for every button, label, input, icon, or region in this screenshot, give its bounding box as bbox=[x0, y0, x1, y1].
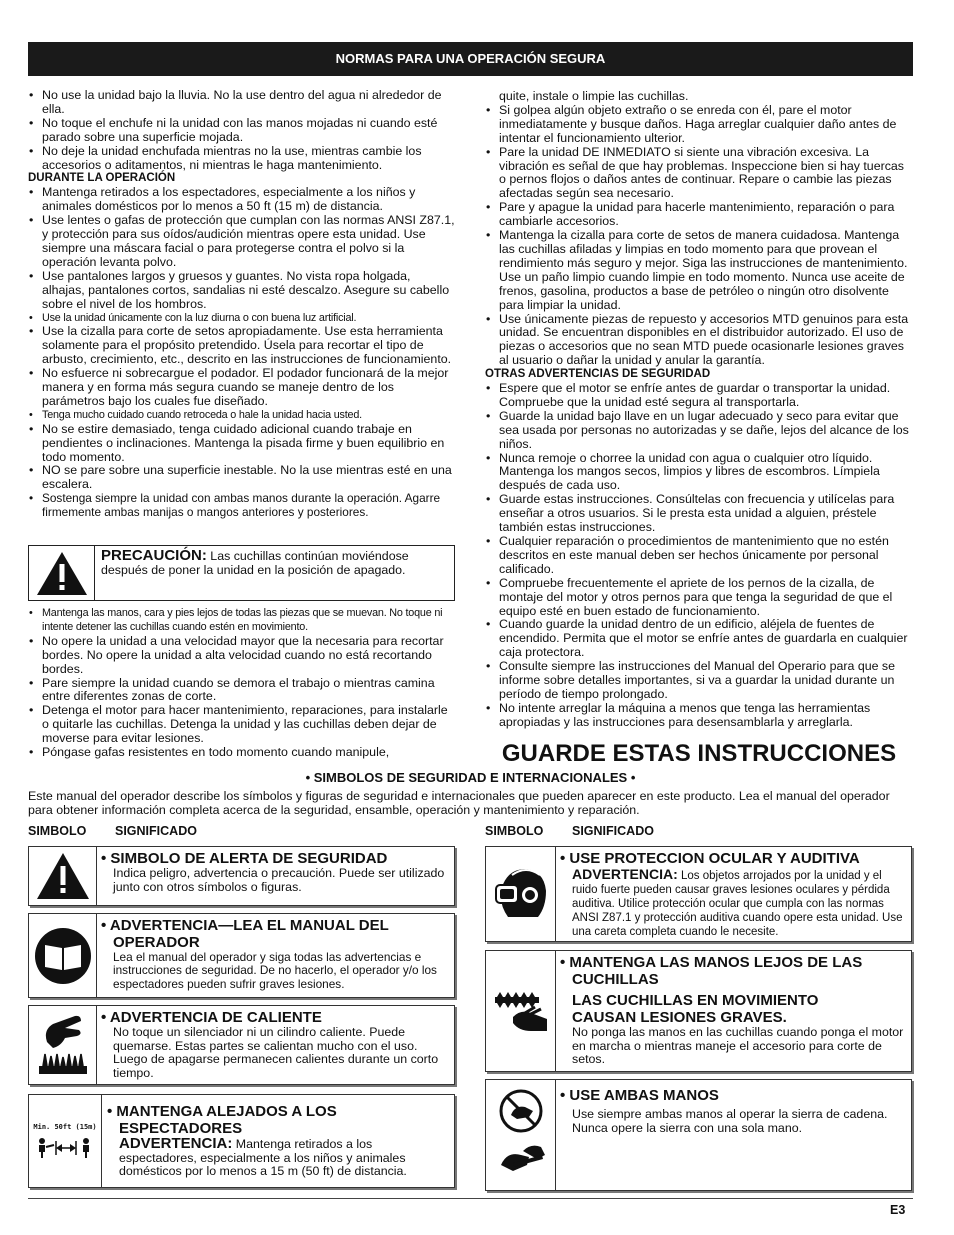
list-item: • Póngase gafas resistentes en todo momento cuando manipule, bbox=[28, 746, 456, 760]
col-simbolo-right: SIMBOLO bbox=[485, 824, 544, 838]
list-item: • Tenga mucho cuidado cuando retroceda o hale la unidad hacia usted. bbox=[28, 409, 456, 423]
ocular-adv: ADVERTENCIA: bbox=[572, 866, 678, 882]
list-item: • Use lentes o gafas de protección que cumplan con las normas ANSI Z87.1, y protección para sus oídos/audición mientras opere esta unidad. Use siempre una máscara facial o para protegerse contra el polvo si la operación levanta polvo. bbox=[28, 214, 456, 270]
manos-title: • MANTENGA LAS MANOS LEJOS DE LAS bbox=[560, 954, 863, 971]
list-item: • No toque el enchufe ni la unidad con las manos mojadas ni cuando esté parado sobre una superficie mojada. bbox=[28, 117, 456, 145]
page-number: E3 bbox=[890, 1203, 906, 1217]
section-header: NORMAS PARA UNA OPERACIÓN SEGURA bbox=[28, 42, 913, 76]
list-item: • Consulte siempre las instrucciones del Manual del Operario para que se informe sobre detalles importantes, si va a guardar la unidad durante un período de tiempo prolongado. bbox=[485, 660, 913, 702]
symbol-manual bbox=[28, 913, 455, 998]
list-item: • Use la cizalla para corte de setos apropiadamente. Use esta herramienta solamente para el propósito pretendido. Úsela para recortar el tipo de arbusto, crecimiento, etc., descrito en las instrucciones de funcionamiento. bbox=[28, 325, 456, 367]
manos-text: No ponga las manos en las cuchillas cuando ponga el motor en marcha o mientras maneje el accesorio para corte de setos. bbox=[572, 1025, 904, 1067]
caliente-text: No toque un silenciador ni un cilindro caliente. Puede quemarse. Estas partes se calientan mucho con el uso. Luego de apagarse permanecen calientes durante un corto tiempo. bbox=[113, 1025, 439, 1080]
list-item: • No intente arreglar la máquina a menos que tenga las herramientas apropiadas y las instrucciones para desensamblarla y arreglarla. bbox=[485, 702, 913, 730]
list-item: • Guarde la unidad bajo llave en un lugar adecuado y seco para evitar que sea usada por personas no autorizadas y se dañe, lejos del alcance de los niños. bbox=[485, 410, 913, 452]
symbol-ambas bbox=[485, 1079, 912, 1191]
read-manual-icon bbox=[29, 914, 97, 997]
alerta-text: Indica peligro, advertencia o precaución. Puede ser utilizado junto con otros símbolos o figuras. bbox=[113, 866, 445, 894]
list-item: • No esfuerce ni sobrecargue el podador. El podador funcionará de la mejor manera y en forma más segura cuando se maneje dentro de los parámetros bajo los cuales fue diseñado. bbox=[28, 367, 456, 409]
list-item: • No deje la unidad enchufada mientras no la use, mientras cambie los accesorios o aditamentos, ni mientras le haga mantenimiento. bbox=[28, 145, 456, 173]
symbols-title: • SIMBOLOS DE SEGURIDAD E INTERNACIONALES • bbox=[305, 770, 636, 785]
otras-title: OTRAS ADVERTENCIAS DE SEGURIDAD bbox=[485, 368, 711, 381]
manos-title-4: CAUSAN LESIONES GRAVES. bbox=[572, 1009, 787, 1026]
list-item: • Use únicamente piezas de repuesto y accesorios MTD genuinos para esta unidad. Se encuentran disponibles en el distribuidor autorizado. El uso de piezas o accesorios que no sean MTD puede ocasionarle lesiones graves al usuario o dañar la unidad y anular la garantía. bbox=[485, 313, 913, 369]
ocular-text: Los objetos arrojados por la unidad y el ruido fuerte pueden causar graves lesiones oculares y pérdida auditiva. Utilice protección ocular que cumpla con las normas ANSI Z87.1 y protección auditiva cuando opere esta unidad. Use una careta completa cuando le necesite. bbox=[572, 870, 903, 938]
col-significado-right: SIGNIFICADO bbox=[572, 824, 654, 838]
footer-rule bbox=[28, 1198, 913, 1199]
manos-title-3: LAS CUCHILLAS EN MOVIMIENTO bbox=[572, 992, 819, 1009]
list-item: • Detenga el motor para hacer mantenimiento, reparaciones, para instalarle o quitarle las cuchillas. Detenga la unidad y las cuchillas deben dejar de moverse para evitar lesiones. bbox=[28, 704, 456, 746]
manual-text: Lea el manual del operador y siga todas las advertencias e instrucciones de seguridad. De no hacerlo, el operador y/o los espectadores pueden sufrir graves lesiones. bbox=[113, 950, 437, 991]
list-item: • Pare siempre la unidad cuando se demora el trabajo o mientras camina entre diferentes zonas de corte. bbox=[28, 677, 456, 705]
list-item: • Compruebe frecuentemente el apriete de los pernos de la cizalla, de montaje del motor y otros pernos para que tenga la seguridad de que el equipo esté en buen estado de funcionamiento. bbox=[485, 577, 913, 619]
list-item: • Nunca remoje o chorree la unidad con agua o cualquier otro líquido. Mantenga los mangos secos, limpios y libres de escombros. Límpiela después de cada uso. bbox=[485, 452, 913, 494]
symbol-alerta bbox=[28, 846, 455, 906]
ambas-text: Use siempre ambas manos al operar la sierra de cadena. Nunca opere la sierra con una sola mano. bbox=[572, 1107, 888, 1135]
espectadores-title: • MANTENGA ALEJADOS A LOS bbox=[107, 1103, 337, 1120]
list-item: • Use pantalones largos y gruesos y guantes. No vista ropa holgada, alhajas, pantalones cortos, sandalias ni esté descalzo. Asegure su cabello sobre el nivel de los hombros. bbox=[28, 270, 456, 312]
manual-title: • ADVERTENCIA—LEA EL MANUAL DEL bbox=[101, 917, 389, 934]
caution-box bbox=[28, 545, 455, 601]
right-column bbox=[485, 90, 913, 730]
espectadores-text: Mantenga retirados a los espectadores, especialmente a los niños y animales domésticos por lo menos a 15 m (50 ft) de distancia. bbox=[119, 1137, 407, 1179]
keep-bystanders-away-icon bbox=[29, 1095, 102, 1187]
hand-blade-icon bbox=[486, 951, 556, 1071]
list-item: • Use la unidad únicamente con la luz diurna o con buena luz artificial. bbox=[28, 312, 456, 326]
caution-title: PRECAUCIÓN: bbox=[101, 547, 207, 564]
list-item: • Cualquier reparación o procedimientos de mantenimiento que no estén descritos en este manual deben ser hechos únicamente por personal calificado. bbox=[485, 535, 913, 577]
caliente-title: • ADVERTENCIA DE CALIENTE bbox=[101, 1009, 322, 1026]
espectadores-adv: ADVERTENCIA: bbox=[119, 1135, 233, 1152]
list-item: • Pare la unidad DE INMEDIATO si siente una vibración excesiva. La vibración es señal de que hay problemas. Inspeccione bien si hay tuercas o pernos flojos o daños antes de continuar. Repare o cambie las piezas afectadas según sea necesario. bbox=[485, 146, 913, 202]
list-item: • Cuando guarde la unidad dentro de un edificio, aléjela de fuentes de encendido. Permita que el motor se enfríe antes de guardarla en cualquier caja protectora. bbox=[485, 618, 913, 660]
caution-text: Las cuchillas continúan moviéndose después de poner la unidad en la posición de apagado. bbox=[101, 549, 409, 577]
list-item: • NO se pare sobre una superficie inestable. No la use mientras esté en una escalera. bbox=[28, 464, 456, 492]
symbols-intro: Este manual del operador describe los símbolos y figuras de seguridad e internacionales que pueden aparecer en este producto. Lea el manual del operador para obtener información completa acerca de la seguridad, ensamble, operación y mantenimiento y reparación. bbox=[28, 789, 890, 817]
list-item: • Espere que el motor se enfríe antes de guardar o transportar la unidad. Compruebe que la unidad esté segura al transportarla. bbox=[485, 382, 913, 410]
col-simbolo-left: SIMBOLO bbox=[28, 824, 87, 838]
list-item: • Si golpea algún objeto extraño o se enreda con él, pare el motor inmediatamente y busque daños. Haga arreglar cualquier daño antes de intentar el funcionamiento ulterior. bbox=[485, 104, 913, 146]
list-item: • Guarde estas instrucciones. Consúltelas con frecuencia y utilícelas para enseñar a otros usuarios. Si le presta esta unidad a alguien, préstele también estas instrucciones. bbox=[485, 493, 913, 535]
list-item: • No use la unidad bajo la lluvia. No la use dentro del agua ni alrededor de ella. bbox=[28, 89, 456, 117]
manual-title-2: OPERADOR bbox=[113, 934, 200, 951]
list-item: • No opere la unidad a una velocidad mayor que la necesaria para recortar bordes. No opere la unidad a alta velocidad cuando no está recortando bordes. bbox=[28, 635, 456, 677]
left-column-top bbox=[28, 89, 456, 520]
symbol-manos bbox=[485, 950, 912, 1072]
warning-triangle-icon bbox=[29, 546, 95, 600]
list-item: • Mantenga las manos, cara y pies lejos de todas las piezas que se muevan. No toque ni intente detener las cuchillas cuando estén en movimiento. bbox=[28, 607, 456, 635]
warning-triangle-icon bbox=[29, 847, 97, 905]
guarde-heading: GUARDE ESTAS INSTRUCCIONES bbox=[501, 740, 897, 767]
list-item: • No se estire demasiado, tenga cuidado adicional cuando trabaje en pendientes o inclinaciones. Mantenga la pisada firme y buen equilibrio en todo momento. bbox=[28, 423, 456, 465]
continued-text: quite, instale o limpie las cuchillas. bbox=[499, 89, 689, 103]
symbol-caliente bbox=[28, 1005, 455, 1085]
espectadores-title-2: ESPECTADORES bbox=[119, 1120, 243, 1137]
list-item: • Pare y apague la unidad para hacerle mantenimiento, reparación o para cambiarle accesorios. bbox=[485, 201, 913, 229]
durante-title: DURANTE LA OPERACIÓN bbox=[28, 172, 176, 185]
bystander-distance-label: Min. 50ft (15m) bbox=[33, 1123, 97, 1131]
ocular-title: • USE PROTECCION OCULAR Y AUDITIVA bbox=[560, 850, 860, 867]
left-column-bottom bbox=[28, 607, 456, 760]
list-item: • Mantenga retirados a los espectadores, especialmente a los niños y animales domésticos por lo menos a 50 ft (15 m) de distancia. bbox=[28, 186, 456, 214]
both-hands-icon bbox=[486, 1080, 556, 1190]
list-item: • Sostenga siempre la unidad con ambas manos durante la operación. Agarre firmemente ambas manijas o mangos anteriores y posteriores. bbox=[28, 492, 456, 520]
col-significado-left: SIGNIFICADO bbox=[115, 824, 197, 838]
symbol-espectadores bbox=[28, 1094, 455, 1188]
hot-surface-icon bbox=[29, 1006, 97, 1084]
alerta-title: • SIMBOLO DE ALERTA DE SEGURIDAD bbox=[101, 850, 388, 867]
ambas-title: • USE AMBAS MANOS bbox=[560, 1087, 719, 1104]
eye-ear-protection-icon bbox=[486, 847, 556, 941]
manos-title-2: CUCHILLAS bbox=[572, 971, 659, 988]
symbol-ocular bbox=[485, 846, 912, 942]
list-item: • Mantenga la cizalla para corte de setos de manera cuidadosa. Mantenga las cuchillas afiladas y limpias en todo momento para que provean el rendimiento más seguro y mejor. Siga las instrucciones de mantenimiento. Use un paño limpio cuando limpie en todo momento. Nunca use aceite de frenos, gasolina, productos a base de petróleo o ningún otro disolvente para limpiar la unidad. bbox=[485, 229, 913, 312]
